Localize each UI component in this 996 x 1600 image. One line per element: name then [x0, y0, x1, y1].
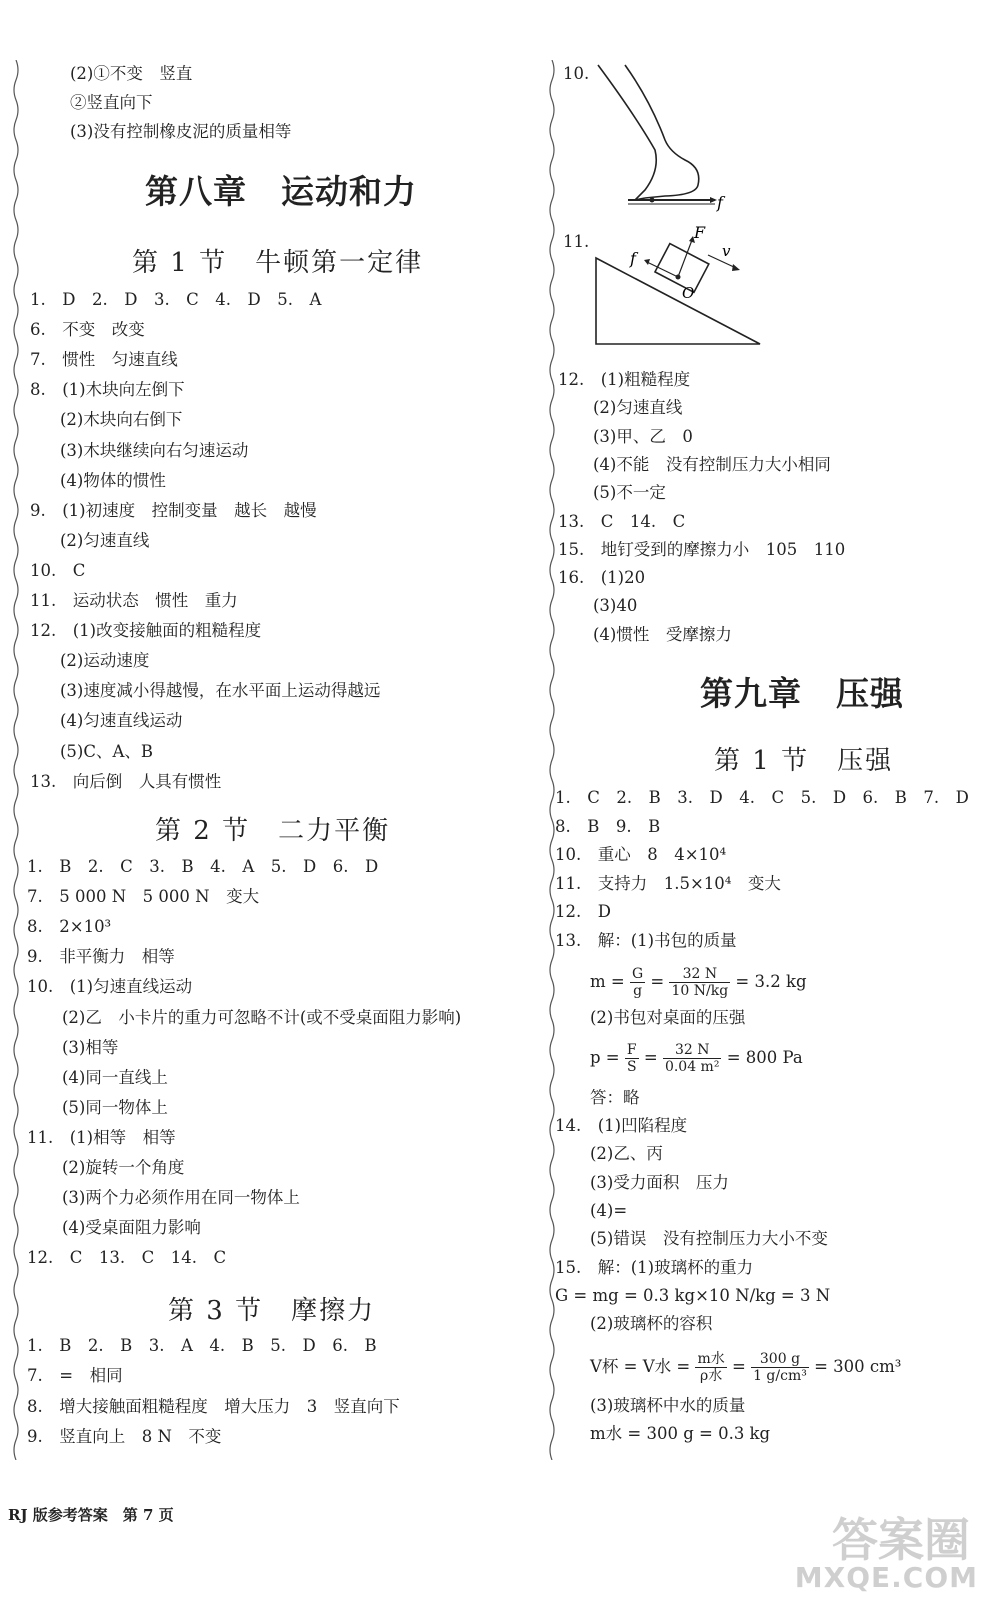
formula-pressure: p = $\frac{F}{S}$ = $\frac{32 N}{\text{0.04 m²}}$ = 800 Pa [590, 1042, 803, 1075]
center-margin-line [548, 60, 556, 1460]
answer-line: 12. (1)粗糙程度 [558, 370, 691, 389]
answer-line: (5)错误 没有控制压力大小不变 [590, 1229, 828, 1249]
svg-text:v: v [722, 242, 731, 260]
answer-line: 7. 5 000 N 5 000 N 变大 [27, 887, 260, 907]
answer-line: (4)不能 没有控制压力大小相同 [593, 454, 831, 474]
answer-line: 1. B 2. B 3. A 4. B 5. D 6. B [27, 1336, 377, 1355]
answer-line: (2)玻璃杯的容积 [590, 1314, 713, 1334]
answer-line: 14. (1)凹陷程度 [555, 1116, 688, 1135]
answer-line: (3)木块继续向右匀速运动 [60, 440, 249, 460]
section-title: 第 1 节 牛顿第一定律 [132, 248, 424, 278]
svg-text:O: O [682, 284, 695, 302]
answer-line: 10. 重心 8 4×10⁴ [555, 845, 727, 865]
answer-line: (3)40 [593, 596, 638, 616]
answer-line: (4)受桌面阻力影响 [62, 1218, 201, 1238]
answer-line: (2)匀速直线 [593, 398, 683, 418]
answer-line: 9. 竖直向上 8 N 不变 [27, 1426, 222, 1446]
answer-line: 13. 解：(1)书包的质量 [555, 931, 737, 950]
answer-line: 15. 解：(1)玻璃杯的重力 [555, 1257, 754, 1277]
answer-line: 13. C 14. C [558, 511, 686, 531]
answer-line: 8. 增大接触面粗糙程度 增大压力 3 竖直向下 [27, 1396, 400, 1416]
answer-line: 15. 地钉受到的摩擦力小 105 110 [558, 539, 846, 559]
answer-line: (2)木块向右倒下 [60, 410, 183, 430]
answer-line: (2)乙、丙 [590, 1144, 663, 1164]
formula-volume: V杯 = V水 = $\frac{\text{m水}}{\text{ρ水}}$ = $\frac{300 g}{\text{1 g/cm³}}$ = 300 cm³ [590, 1351, 902, 1384]
answer-line: 8. 2×10³ [27, 917, 112, 937]
incline-figure [590, 222, 780, 352]
answer-line: 9. (1)初速度 控制变量 越长 越慢 [30, 500, 317, 520]
answer-line: 16. (1)20 [558, 568, 646, 588]
answer-line: (4)匀速直线运动 [60, 711, 183, 731]
answer-line: 1. B 2. C 3. B 4. A 5. D 6. D [27, 857, 379, 876]
answer-line: 12. D [555, 902, 611, 922]
answer-line: (5)同一物体上 [62, 1097, 168, 1117]
svg-text:F: F [694, 223, 706, 242]
answer-line: (2)旋转一个角度 [62, 1158, 185, 1177]
answer-line: (2)乙 小卡片的重力可忽略不计(或不受桌面阻力影响) [62, 1007, 462, 1027]
answer-line: (2)①不变 竖直 [70, 64, 193, 83]
answer-line: (3)两个力必须作用在同一物体上 [62, 1188, 300, 1208]
answer-line: 7. 惯性 匀速直线 [30, 350, 178, 370]
answer-line: (3)受力面积 压力 [590, 1172, 729, 1192]
answer-line: 1. D 2. D 3. C 4. D 5. A [30, 290, 322, 309]
answer-line: (2)书包对桌面的压强 [590, 1008, 746, 1027]
answer-line: 11. (1)相等 相等 [27, 1127, 176, 1147]
answer-line: (5)C、A、B [60, 741, 154, 761]
answer-line: (5)不一定 [593, 483, 666, 503]
answer-line: 6. 不变 改变 [30, 320, 145, 340]
answer-line: 9. 非平衡力 相等 [27, 947, 175, 967]
answer-line: 11. 支持力 1.5×10⁴ 变大 [555, 873, 781, 893]
left-margin-line [12, 60, 20, 1460]
section-title: 第 2 节 二力平衡 [155, 816, 391, 846]
answer-line: (4)物体的惯性 [60, 470, 166, 490]
page-footer: RJ 版参考答案 第 7 页 [8, 1506, 174, 1524]
question-number: 11. [563, 232, 590, 251]
answer-line: (4)同一直线上 [62, 1067, 168, 1087]
answer-line: m水 = 300 g = 0.3 kg [590, 1424, 771, 1443]
watermark: 答案圈 MXQE.COM [794, 1513, 978, 1594]
foot-friction-figure [590, 60, 740, 220]
chapter-title: 第八章 运动和力 [145, 172, 417, 211]
answer-line: 8. (1)木块向左倒下 [30, 380, 185, 400]
answer-line: (3)没有控制橡皮泥的质量相等 [70, 122, 292, 141]
answer-line: (3)相等 [62, 1037, 119, 1057]
formula-mass: m = $\frac{G}{g}$ = $\frac{32 N}{10 N/kg}$ = 3.2 kg [590, 966, 807, 999]
answer-line: (3)甲、乙 0 [593, 426, 693, 446]
answer-line: 12. C 13. C 14. C [27, 1248, 227, 1268]
answer-line: (2)运动速度 [60, 651, 150, 671]
answer-line: G = mg = 0.3 kg×10 N/kg = 3 N [555, 1285, 831, 1305]
svg-text:f: f [630, 249, 636, 268]
figure-label: f [717, 193, 723, 212]
answer-line: (4)惯性 受摩擦力 [593, 624, 732, 644]
answer-line: 10. (1)匀速直线运动 [27, 977, 193, 997]
answer-line: (3)速度减小得越慢，在水平面上运动得越远 [60, 681, 381, 701]
answer-line: 10. C [30, 560, 86, 580]
answer-line: (2)匀速直线 [60, 530, 150, 550]
answer-line: 13. 向后倒 人具有惯性 [30, 771, 222, 791]
answer-line: 11. 运动状态 惯性 重力 [30, 591, 238, 610]
answer-line: 答：略 [590, 1088, 640, 1107]
answer-line: 1. C 2. B 3. D 4. C 5. D 6. B 7. D [555, 788, 969, 807]
answer-line: 12. (1)改变接触面的粗糙程度 [30, 621, 262, 641]
answer-line: 7. = 相同 [27, 1366, 123, 1386]
answer-line: 8. B 9. B [555, 816, 661, 836]
answer-line: (4)= [590, 1200, 628, 1220]
answer-line: ②竖直向下 [70, 93, 153, 112]
section-title: 第 3 节 摩擦力 [168, 1296, 376, 1326]
chapter-title: 第九章 压强 [700, 674, 904, 713]
section-title: 第 1 节 压强 [714, 746, 894, 776]
question-number: 10. [563, 64, 590, 83]
answer-line: (3)玻璃杯中水的质量 [590, 1396, 746, 1415]
